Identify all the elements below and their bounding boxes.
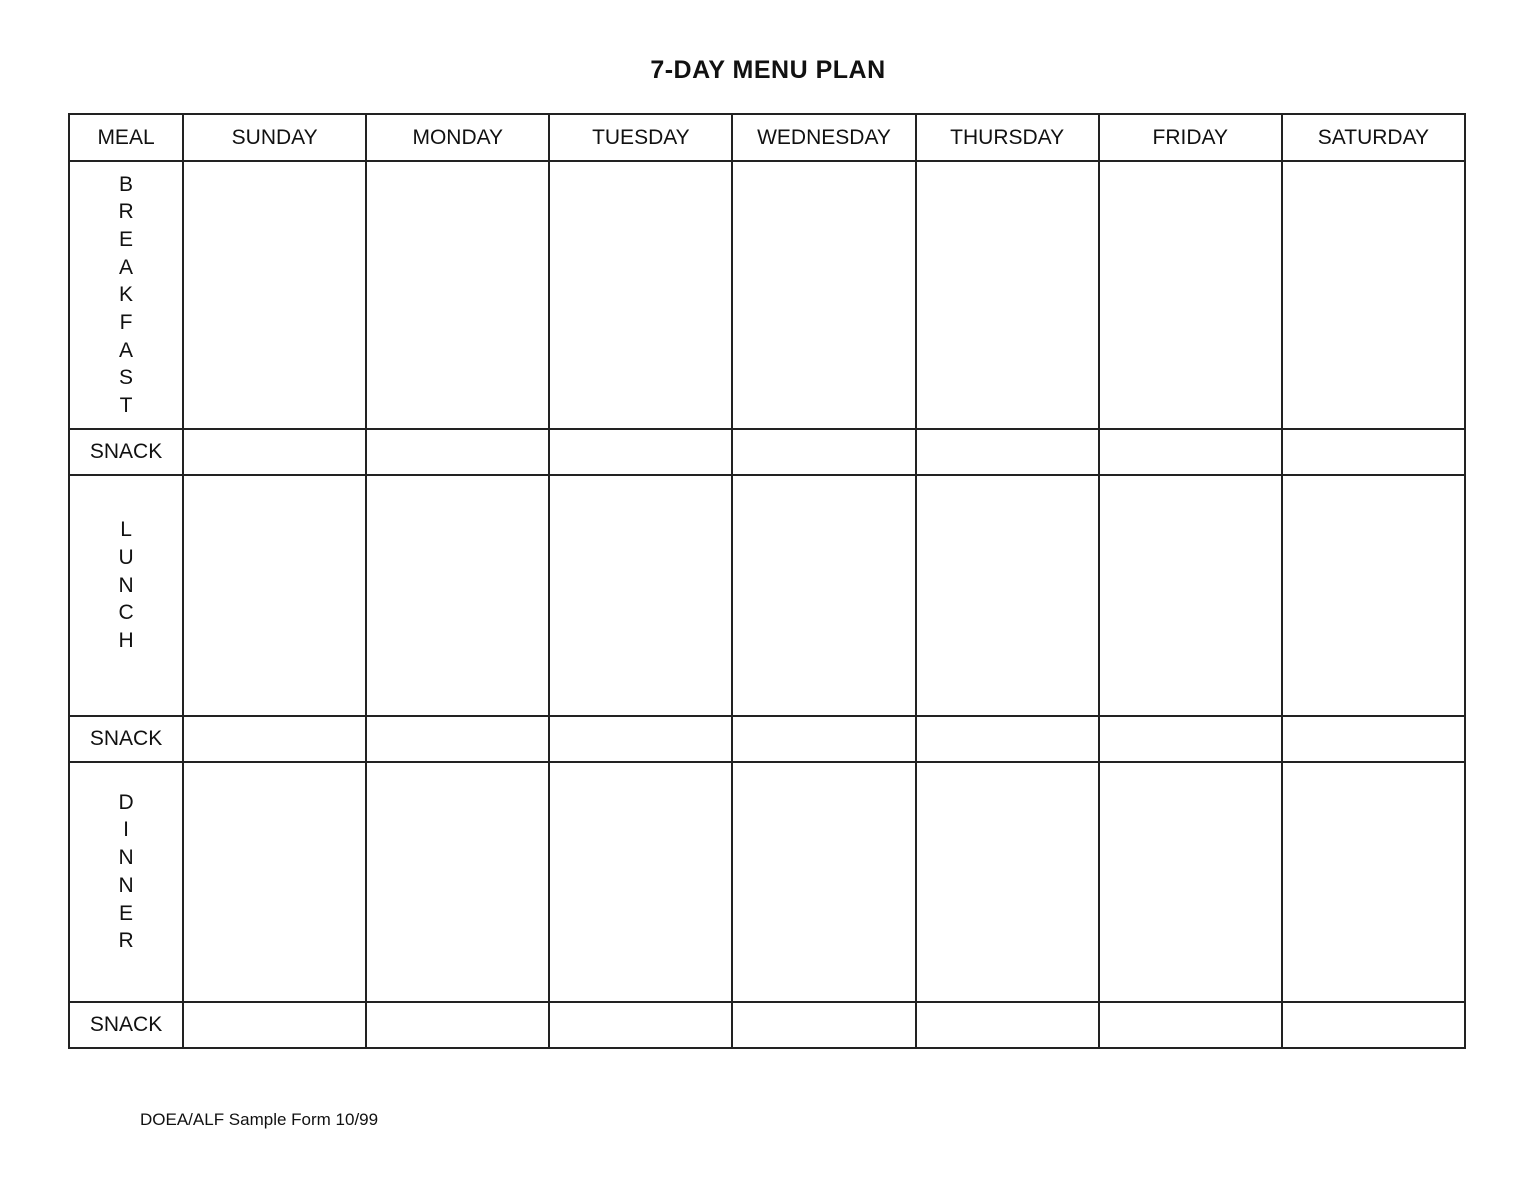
label-letter: S <box>119 366 134 390</box>
meal-cell[interactable] <box>366 161 549 429</box>
meal-cell[interactable] <box>732 1002 915 1048</box>
label-letter: E <box>119 901 134 925</box>
meal-cell[interactable] <box>1282 161 1465 429</box>
row-label-lunch <box>69 475 183 715</box>
column-header-wednesday: WEDNESDAY <box>732 114 915 161</box>
meal-cell[interactable] <box>732 716 915 762</box>
label-letter: D <box>118 790 134 814</box>
meal-cell[interactable] <box>549 429 732 475</box>
meal-cell[interactable] <box>366 762 549 1002</box>
page-title: 7-DAY MENU PLAN <box>650 56 886 84</box>
meal-cell[interactable] <box>1099 161 1282 429</box>
row-label-snack: SNACK <box>69 1002 183 1048</box>
label-letter: B <box>119 172 134 196</box>
meal-cell[interactable] <box>183 161 366 429</box>
table-row-lunch <box>69 475 1465 715</box>
meal-cell[interactable] <box>183 429 366 475</box>
meal-cell[interactable] <box>916 716 1099 762</box>
meal-cell[interactable] <box>916 1002 1099 1048</box>
meal-cell[interactable] <box>183 475 366 715</box>
label-letter: H <box>118 629 134 653</box>
meal-cell[interactable] <box>732 762 915 1002</box>
label-letter: N <box>118 873 134 897</box>
meal-cell[interactable] <box>549 475 732 715</box>
meal-cell[interactable] <box>549 716 732 762</box>
label-letter: R <box>118 929 134 953</box>
table-header-row <box>69 114 1465 161</box>
label-letter: C <box>118 601 134 625</box>
label-letter: F <box>119 311 133 335</box>
meal-cell[interactable] <box>916 762 1099 1002</box>
meal-cell[interactable] <box>1282 716 1465 762</box>
meal-cell[interactable] <box>1282 475 1465 715</box>
meal-cell[interactable] <box>1282 429 1465 475</box>
table-row-breakfast <box>69 161 1465 429</box>
meal-cell[interactable] <box>1282 1002 1465 1048</box>
vertical-label-dinner <box>70 789 182 955</box>
meal-cell[interactable] <box>1099 762 1282 1002</box>
label-letter: R <box>118 200 134 224</box>
vertical-label-breakfast <box>70 171 182 420</box>
label-letter: N <box>118 573 134 597</box>
row-label-dinner <box>69 762 183 1002</box>
row-label-breakfast <box>69 161 183 429</box>
meal-cell[interactable] <box>183 716 366 762</box>
meal-cell[interactable] <box>366 475 549 715</box>
column-header-friday: FRIDAY <box>1099 114 1282 161</box>
table-row-snack-morning <box>69 429 1465 475</box>
table-row-snack-afternoon <box>69 716 1465 762</box>
label-letter: T <box>119 394 133 418</box>
label-letter: A <box>119 255 134 279</box>
label-letter: N <box>118 846 134 870</box>
column-header-tuesday: TUESDAY <box>549 114 732 161</box>
meal-cell[interactable] <box>916 161 1099 429</box>
row-label-snack: SNACK <box>69 716 183 762</box>
meal-cell[interactable] <box>366 716 549 762</box>
meal-cell[interactable] <box>1099 429 1282 475</box>
column-header-meal: MEAL <box>69 114 183 161</box>
meal-cell[interactable] <box>366 1002 549 1048</box>
meal-cell[interactable] <box>549 1002 732 1048</box>
label-letter: E <box>119 227 134 251</box>
vertical-label-lunch <box>70 516 182 655</box>
row-label-snack: SNACK <box>69 429 183 475</box>
column-header-monday: MONDAY <box>366 114 549 161</box>
meal-cell[interactable] <box>732 161 915 429</box>
meal-cell[interactable] <box>183 1002 366 1048</box>
column-header-sunday: SUNDAY <box>183 114 366 161</box>
meal-cell[interactable] <box>916 429 1099 475</box>
label-letter: A <box>119 338 134 362</box>
meal-cell[interactable] <box>1099 1002 1282 1048</box>
label-letter: L <box>120 518 132 542</box>
label-letter: U <box>118 545 134 569</box>
table-row-dinner <box>69 762 1465 1002</box>
label-letter: K <box>119 283 134 307</box>
menu-plan-table <box>68 113 1466 1049</box>
meal-cell[interactable] <box>1282 762 1465 1002</box>
meal-cell[interactable] <box>916 475 1099 715</box>
meal-cell[interactable] <box>1099 475 1282 715</box>
form-footer: DOEA/ALF Sample Form 10/99 <box>140 1110 379 1129</box>
meal-cell[interactable] <box>732 475 915 715</box>
column-header-saturday: SATURDAY <box>1282 114 1465 161</box>
column-header-thursday: THURSDAY <box>916 114 1099 161</box>
meal-cell[interactable] <box>732 429 915 475</box>
table-row-snack-evening <box>69 1002 1465 1048</box>
meal-cell[interactable] <box>366 429 549 475</box>
meal-cell[interactable] <box>549 762 732 1002</box>
meal-cell[interactable] <box>1099 716 1282 762</box>
meal-cell[interactable] <box>549 161 732 429</box>
label-letter: I <box>123 818 129 842</box>
meal-cell[interactable] <box>183 762 366 1002</box>
